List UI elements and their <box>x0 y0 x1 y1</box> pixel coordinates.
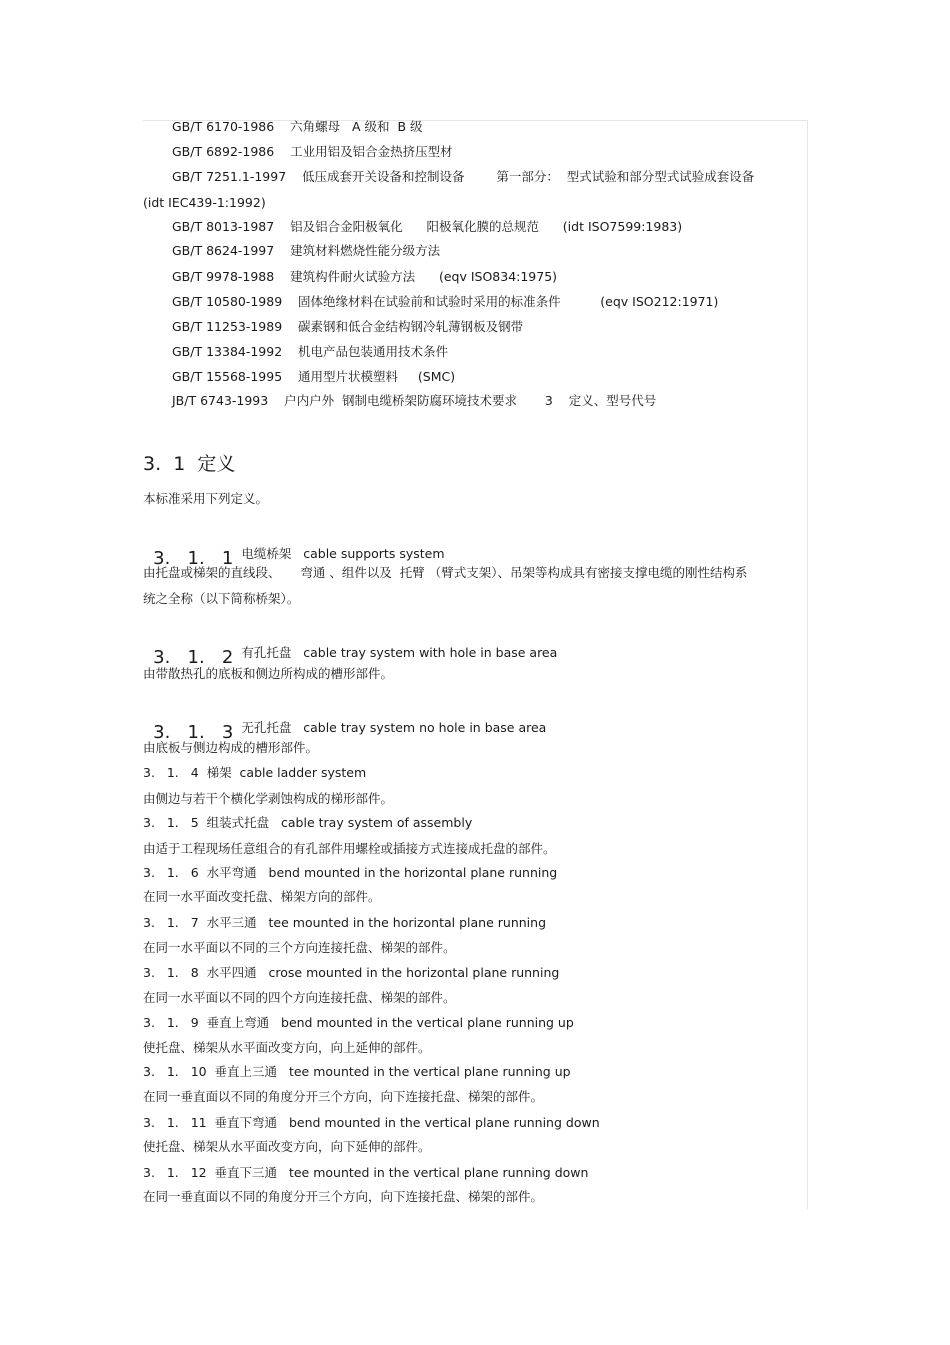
definition-body: 在同一水平面以不同的四个方向连接托盘、梯架的部件。 <box>143 990 456 1005</box>
definition-body: 在同一垂直面以不同的角度分开三个方向，向下连接托盘、梯架的部件。 <box>143 1189 544 1204</box>
ref-line: GB/T 13384-1992 机电产品包装通用技术条件 <box>172 344 449 359</box>
definition-term: 无孔托盘 cable tray system no hole in base area <box>241 720 547 735</box>
definition-body: 使托盘、梯架从水平面改变方向，向下延伸的部件。 <box>143 1139 431 1154</box>
definition-heading: 3. 1. 8 水平四通 crose mounted in the horizontal plane running <box>143 965 560 980</box>
definition-body: 在同一垂直面以不同的角度分开三个方向，向下连接托盘、梯架的部件。 <box>143 1089 544 1104</box>
ref-line: GB/T 9978-1988 建筑构件耐火试验方法 (eqv ISO834:1975) <box>172 269 558 284</box>
definition-body: 由托盘或梯架的直线段、 弯通 、组件以及 托臂 （臂式支架）、吊架等构成具有密接支撑电缆的刚性结构系 <box>143 565 748 580</box>
ref-line: GB/T 7251.1-1997 低压成套开关设备和控制设备 第一部分： 型式试验和部分型式试验成套设备 <box>172 169 755 184</box>
ref-line: GB/T 6170-1986 六角螺母 A 级和 B 级 <box>172 119 423 134</box>
ref-line: GB/T 8013-1987 铝及铝合金阳极氧化 阳极氧化膜的总规范 (idt ISO7599:1983) <box>172 219 683 234</box>
definition-number: 3. 1. 2 <box>153 647 234 668</box>
definition-heading <box>143 628 557 669</box>
definition-heading: 3. 1. 6 水平弯通 bend mounted in the horizontal plane running <box>143 865 558 880</box>
definition-body: 由侧边与若干个横化学剥蚀构成的梯形部件。 <box>143 791 394 806</box>
definition-body: 使托盘、梯架从水平面改变方向，向上延伸的部件。 <box>143 1040 431 1055</box>
definition-heading: 3. 1. 7 水平三通 tee mounted in the horizontal plane running <box>143 915 547 930</box>
section-intro: 本标准采用下列定义。 <box>143 491 269 506</box>
ref-line: GB/T 6892-1986 工业用铝及铝合金热挤压型材 <box>172 144 453 159</box>
section-heading: 3. 1 定义 <box>143 453 236 475</box>
definition-body: 在同一水平面以不同的三个方向连接托盘、梯架的部件。 <box>143 940 456 955</box>
definition-heading: 3. 1. 9 垂直上弯通 bend mounted in the vertical plane running up <box>143 1015 574 1030</box>
definition-heading <box>143 703 546 744</box>
definition-heading <box>143 529 445 570</box>
definition-heading: 3. 1. 5 组装式托盘 cable tray system of assembly <box>143 815 473 830</box>
definition-body: 由带散热孔的底板和侧边所构成的槽形部件。 <box>143 666 394 681</box>
ref-line: (idt IEC439-1:1992) <box>143 195 266 210</box>
definition-body: 由底板与侧边构成的槽形部件。 <box>143 740 319 755</box>
definition-term: 有孔托盘 cable tray system with hole in base area <box>241 645 558 660</box>
ref-line: GB/T 11253-1989 碳素钢和低合金结构钢冷轧薄钢板及钢带 <box>172 319 524 334</box>
definition-number: 3. 1. 1 <box>153 548 234 569</box>
definition-heading: 3. 1. 12 垂直下三通 tee mounted in the vertical plane running down <box>143 1165 589 1180</box>
definition-number: 3. 1. 3 <box>153 722 234 743</box>
ref-line: GB/T 10580-1989 固体绝缘材料在试验前和试验时采用的标准条件 (eqv ISO212:1971) <box>172 294 719 309</box>
definition-heading: 3. 1. 10 垂直上三通 tee mounted in the vertical plane running up <box>143 1064 571 1079</box>
ref-line: GB/T 8624-1997 建筑材料燃烧性能分级方法 <box>172 243 441 258</box>
definition-heading: 3. 1. 4 梯架 cable ladder system <box>143 765 367 780</box>
definition-heading: 3. 1. 11 垂直下弯通 bend mounted in the vertical plane running down <box>143 1115 600 1130</box>
definition-body: 由适于工程现场任意组合的有孔部件用螺栓或插接方式连接成托盘的部件。 <box>143 841 556 856</box>
definition-term: 电缆桥架 cable supports system <box>241 546 445 561</box>
ref-line: GB/T 15568-1995 通用型片状模塑料 (SMC) <box>172 369 456 384</box>
ref-line: JB/T 6743-1993 户内户外 钢制电缆桥架防腐环境技术要求 3 定义、型号代号 <box>172 393 657 408</box>
definition-body: 统之全称（以下简称桥架）。 <box>143 591 300 606</box>
definition-body: 在同一水平面改变托盘、梯架方向的部件。 <box>143 889 381 904</box>
